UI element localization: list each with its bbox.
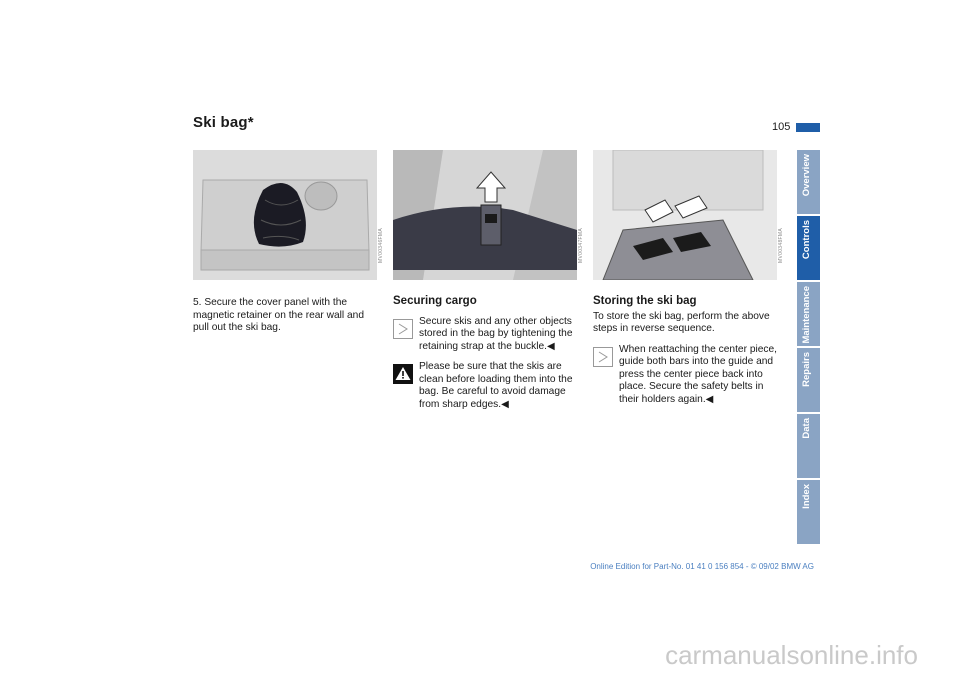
tab-repairs[interactable]: Repairs [797,348,820,412]
securing-cargo-heading: Securing cargo [393,295,477,307]
securing-cargo-section [393,295,583,411]
page-number: 105 [772,121,791,133]
storing-paragraph: To store the ski bag, perform the above steps in reverse sequence. [593,310,770,334]
tab-maintenance[interactable]: Maintenance [797,282,820,346]
storing-ski-bag-heading: Storing the ski bag [593,295,697,307]
storing-ski-bag-section [593,295,785,406]
image-code-3: MV00348FMA [778,228,784,263]
image-code-2: MV00347FMA [578,228,584,263]
warning-text: Please be sure that the skis are clean before loading them into the bag. Be careful to avoid damage from sharp edges.◀ [419,361,573,410]
photo-trunk-ski-bag [193,150,377,280]
image-code-1: MV00346FMA [378,228,384,263]
note-icon [593,347,613,367]
tab-index[interactable]: Index [797,480,820,544]
section-tabs [797,150,820,546]
note-securing [393,316,583,354]
watermark: carmanualsonline.info [665,640,918,670]
note-securing-text: Secure skis and any other objects stored in the bag by tightening the retaining strap at the buckle.◀ [419,315,573,352]
warning-note [393,361,583,411]
warning-icon [393,364,413,384]
step-5: 5. Secure the cover panel with the magnetic retainer on the rear wall and pull out the ski bag. [193,297,365,333]
page-title: Ski bag* [193,114,254,131]
page-marker [796,123,820,132]
photo-retaining-strap [393,150,577,280]
note-storing [593,344,785,407]
note-icon [393,319,413,339]
footer-edition: Online Edition for Part-No. 01 41 0 156 854 - © 09/02 BMW AG [590,562,814,571]
photo-center-piece [593,150,777,280]
tab-data[interactable]: Data [797,414,820,478]
tab-overview[interactable]: Overview [797,150,820,214]
note-storing-text: When reattaching the center piece, guide both bars into the guide and press the center piece back into place. Secure the safety belts in their holders again.◀ [619,343,778,405]
tab-controls[interactable]: Controls [797,216,820,280]
